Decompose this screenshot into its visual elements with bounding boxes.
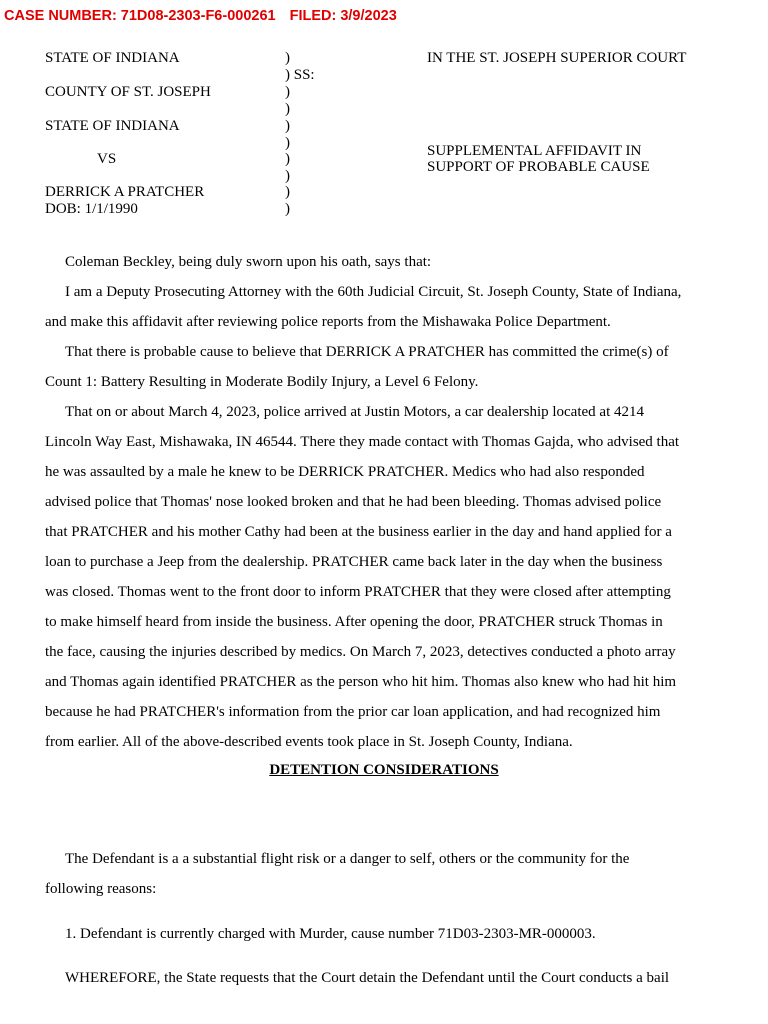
wherefore-clause: WHEREFORE, the State requests that the Court detain the Defendant until the Court conducts a bail	[65, 970, 670, 986]
filed-date: FILED: 3/9/2023	[289, 8, 397, 24]
paragraph-line: and make this affidavit after reviewing police reports from the Mishawaka Police Department.	[45, 314, 611, 330]
paragraph-line: That on or about March 4, 2023, police arrived at Justin Motors, a car dealership located at 4214	[65, 404, 644, 420]
caption-dob: DOB: 1/1/1990	[45, 201, 138, 217]
caption-paren: )	[285, 50, 290, 66]
paragraph-line: to make himself heard from inside the business. After opening the door, PRATCHER struck Thomas in	[45, 614, 663, 630]
paragraph-3	[45, 397, 725, 757]
paragraph-line: from earlier. All of the above-described events took place in St. Joseph County, Indiana.	[45, 734, 573, 750]
document-title-line1: SUPPLEMENTAL AFFIDAVIT IN	[427, 143, 642, 159]
reason-item-1: 1. Defendant is currently charged with Murder, cause number 71D03-2303-MR-000003.	[65, 926, 596, 942]
oath-line: Coleman Beckley, being duly sworn upon his oath, says that:	[65, 254, 432, 270]
paragraph-line: following reasons:	[45, 881, 157, 897]
paragraph-line: Lincoln Way East, Mishawaka, IN 46544. There they made contact with Thomas Gajda, who advised that	[45, 434, 680, 450]
paragraph-line: and Thomas again identified PRATCHER as the person who hit him. Thomas also knew who had hit him	[45, 674, 677, 690]
caption-vs: VS	[97, 151, 117, 167]
paragraph-line: Count 1: Battery Resulting in Moderate Bodily Injury, a Level 6 Felony.	[45, 374, 479, 390]
paragraph-line: I am a Deputy Prosecuting Attorney with the 60th Judicial Circuit, St. Joseph County, State of Indiana,	[65, 284, 682, 300]
paragraph-line: because he had PRATCHER's information from the prior car loan application, and had recognized him	[45, 704, 661, 720]
case-number: CASE NUMBER: 71D08-2303-F6-000261	[4, 8, 276, 24]
paragraph-line: he was assaulted by a male he knew to be DERRICK PRATCHER. Medics who had also responded	[45, 464, 645, 480]
caption-state: STATE OF INDIANA	[45, 50, 180, 66]
paragraph-1	[45, 277, 725, 337]
paragraph-2	[45, 337, 725, 397]
caption-paren: )	[285, 101, 290, 117]
paragraph-4	[45, 844, 725, 904]
caption-defendant: DERRICK A PRATCHER	[45, 184, 205, 200]
caption-paren: )	[285, 151, 290, 167]
paragraph-line: advised police that Thomas' nose looked broken and that he had been bleeding. Thomas advised police	[45, 494, 662, 510]
caption-ss: ) SS:	[285, 67, 315, 83]
caption-paren: )	[285, 184, 290, 200]
caption-paren: )	[285, 118, 290, 134]
document-title-line2: SUPPORT OF PROBABLE CAUSE	[427, 159, 650, 175]
paragraph-line: that PRATCHER and his mother Cathy had been at the business earlier in the day and hand applied for a	[45, 524, 672, 540]
paragraph-line: The Defendant is a a substantial flight risk or a danger to self, others or the community for the	[65, 851, 630, 867]
caption-plaintiff: STATE OF INDIANA	[45, 118, 180, 134]
caption-paren: )	[285, 168, 290, 184]
caption-county: COUNTY OF ST. JOSEPH	[45, 84, 211, 100]
paragraph-line: was closed. Thomas went to the front door to inform PRATCHER that they were closed after attempting	[45, 584, 671, 600]
detention-heading: DETENTION CONSIDERATIONS	[269, 762, 499, 778]
paragraph-line: the face, causing the injuries described by medics. On March 7, 2023, detectives conducted a photo array	[45, 644, 676, 660]
paragraph-line: loan to purchase a Jeep from the dealership. PRATCHER came back later in the day when the business	[45, 554, 663, 570]
paragraph-line: That there is probable cause to believe that DERRICK A PRATCHER has committed the crime(s) of	[65, 344, 669, 360]
caption-paren: )	[285, 201, 290, 217]
court-name: IN THE ST. JOSEPH SUPERIOR COURT	[427, 50, 687, 66]
case-stamp	[4, 8, 397, 24]
caption-paren: )	[285, 135, 290, 151]
caption-paren: )	[285, 84, 290, 100]
